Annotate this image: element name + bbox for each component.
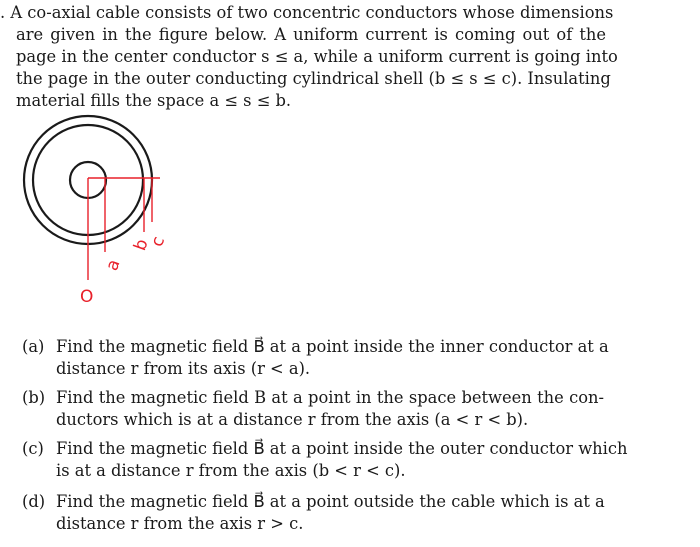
problem-line: page in the center conductor s ≤ a, while a uniform current is going into (16, 47, 618, 66)
question-line: ductors which is at a distance r from the axis (a < r < b). (56, 410, 529, 429)
question-label: (c) (22, 439, 44, 458)
label-a: a (102, 256, 125, 274)
question-line: distance r from its axis (r < a). (56, 359, 311, 378)
problem-statement (0, 2, 618, 112)
coaxial-cable-figure (0, 112, 220, 312)
problem-line: material fills the space a ≤ s ≤ b. (16, 91, 292, 110)
label-origin: O (80, 287, 94, 307)
question-line: Find the magnetic field B⃗ at a point inside the outer conductor which (56, 439, 628, 458)
question-line: Find the magnetic field B⃗ at a point inside the inner conductor at a (56, 337, 609, 356)
label-c: c (147, 233, 170, 250)
question-line: Find the magnetic field B⃗ at a point outside the cable which is at a (56, 492, 605, 511)
question-label: (d) (22, 492, 46, 511)
question-line: Find the magnetic field B at a point in the space between the con- (56, 388, 604, 407)
question-label: (a) (22, 337, 45, 356)
question-b (22, 387, 604, 431)
question-c (22, 438, 628, 482)
question-label: (b) (22, 388, 46, 407)
problem-line: the page in the outer conducting cylindrical shell (b ≤ s ≤ c). Insulating (16, 69, 611, 88)
question-line: distance r from the axis r > c. (56, 514, 304, 533)
label-b: b (130, 236, 153, 254)
problem-line: are given in the figure below. A uniform current is coming out of the (16, 25, 606, 44)
question-d (22, 491, 604, 535)
question-a (22, 336, 609, 380)
question-line: is at a distance r from the axis (b < r < c). (56, 461, 406, 480)
problem-line: . A co-axial cable consists of two concentric conductors whose dimensions (0, 3, 614, 22)
